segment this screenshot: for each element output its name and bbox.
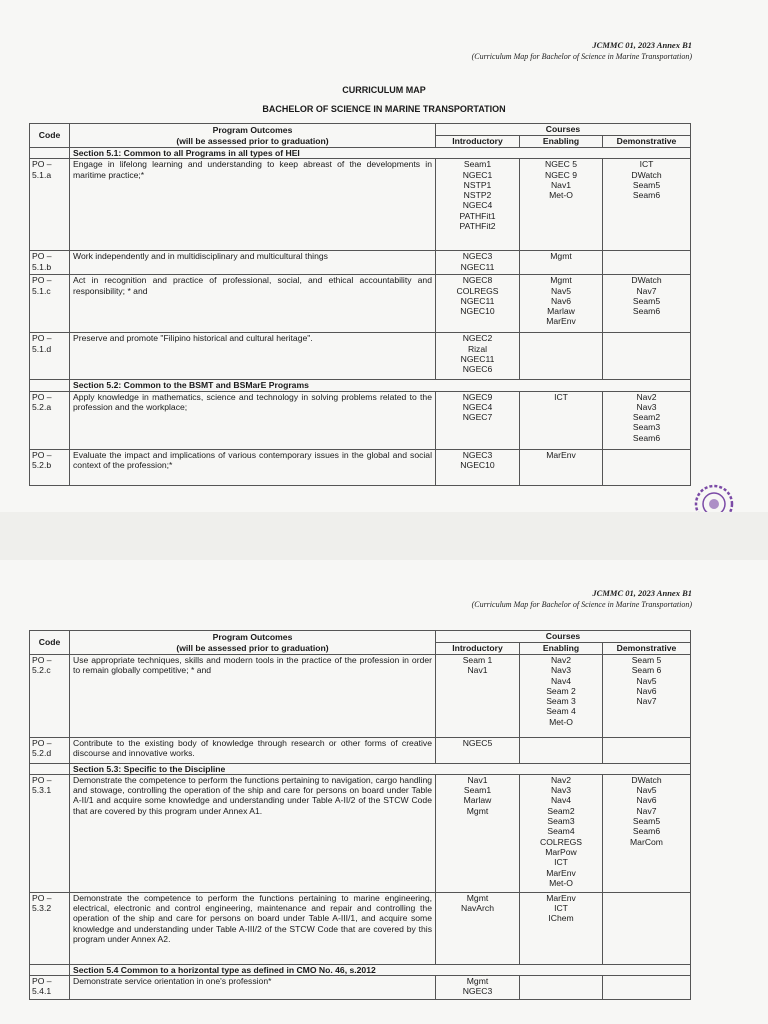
table-row [30, 251, 691, 275]
table-row [30, 449, 691, 485]
outcome-code: PO – 5.1.b [30, 251, 70, 275]
course-code: DWatch [631, 275, 662, 286]
course-code: NGEC11 [460, 353, 495, 364]
introductory-header: Introductory [436, 643, 520, 655]
course-code: NGEC7 [462, 412, 493, 423]
section-title: Section 5.1: Common to all Programs in all types of HEI [70, 148, 691, 159]
course-code: NGEC 5 [545, 159, 577, 170]
page-header [472, 588, 692, 610]
enabling-courses [520, 333, 603, 380]
course-code: NGEC6 [462, 364, 493, 375]
outcome-description: Engage in lifelong learning and understanding to keep abreast of the developments in maritime practice;* [70, 159, 436, 251]
outcome-description: Evaluate the impact and implications of various contemporary issues in the global and social context of the profession;* [70, 449, 436, 485]
course-code: Nav1 [467, 665, 488, 676]
course-code: NGEC3 [462, 986, 493, 997]
curriculum-map-table-2 [29, 630, 691, 1000]
outcome-code: PO – 5.2.c [30, 655, 70, 738]
course-code: NGEC3 [462, 251, 493, 262]
course-code: NGEC3 [462, 449, 493, 460]
enabling-courses [520, 391, 603, 449]
code-header: Code [30, 124, 70, 148]
course-code: Seam4 [547, 826, 575, 837]
course-code: PATHFit2 [459, 221, 496, 232]
course-code: Seam5 [632, 179, 661, 190]
enabling-header: Enabling [520, 136, 603, 148]
demonstrative-header: Demonstrative [603, 136, 691, 148]
section-row [30, 148, 691, 159]
course-code: MarEnv [546, 892, 576, 903]
outcome-description: Use appropriate techniques, skills and modern tools in the practice of the profession in order to remain globally competitive; * and [70, 655, 436, 738]
outcome-code: PO – 5.4.1 [30, 976, 70, 1000]
course-code: Mgmt [466, 976, 489, 987]
course-code: NGEC9 [462, 391, 493, 402]
demonstrative-courses [603, 333, 691, 380]
code-header: Code [30, 631, 70, 655]
course-code: Seam1 [463, 159, 492, 170]
course-code: ICT [554, 857, 568, 868]
document-title: CURRICULUM MAP [342, 85, 426, 95]
course-code: NSTP2 [463, 190, 492, 201]
outcome-code: PO – 5.2.d [30, 738, 70, 764]
introductory-courses [436, 655, 520, 738]
demonstrative-courses [603, 976, 691, 1000]
table-row [30, 391, 691, 449]
course-code: Seam6 [632, 306, 661, 317]
course-code: Seam2 [632, 412, 661, 423]
table-row [30, 159, 691, 251]
course-code: Marlaw [463, 795, 492, 806]
introductory-courses [436, 251, 520, 275]
course-code: PATHFit1 [459, 210, 496, 221]
table-row [30, 738, 691, 764]
course-code: NGEC10 [460, 459, 495, 470]
course-code: Seam6 [632, 190, 661, 201]
course-code: IChem [548, 913, 574, 924]
demonstrative-courses [603, 275, 691, 333]
demonstrative-courses [603, 655, 691, 738]
document-page-2 [0, 560, 768, 1024]
course-code: NGEC5 [462, 738, 493, 748]
course-code: Seam5 [632, 295, 661, 306]
introductory-courses [436, 976, 520, 1000]
course-code: NGEC 9 [545, 169, 577, 180]
outcomes-header-line2: (will be assessed prior to graduation) [176, 135, 329, 146]
courses-header: Courses [436, 631, 691, 643]
outcome-description: Demonstrate the competence to perform the functions pertaining to marine engineering, electrical, electronic and control engineering, maintenance and repair and controlling the operation of the ship and care for persons on board under Table A-III/1, and acquire some knowledge and understanding under Table A-III/2 of the STCW Code that are covered by this program under Annex A2. [70, 892, 436, 964]
page-header [472, 40, 692, 62]
courses-header: Courses [436, 124, 691, 136]
course-code: Seam 2 [546, 685, 576, 696]
outcomes-header-line2: (will be assessed prior to graduation) [176, 642, 329, 653]
outcome-code: PO – 5.2.b [30, 449, 70, 485]
course-code: Nav5 [636, 675, 657, 686]
introductory-courses [436, 774, 520, 892]
enabling-courses [520, 892, 603, 964]
course-code: COLREGS [456, 285, 499, 296]
course-code: Mgmt [466, 805, 489, 816]
outcomes-header [70, 631, 436, 655]
course-code: Seam 4 [546, 706, 576, 717]
enabling-courses [520, 655, 603, 738]
outcome-code: PO – 5.1.a [30, 159, 70, 251]
table-body-1 [30, 148, 691, 486]
demonstrative-courses [603, 774, 691, 892]
enabling-header: Enabling [520, 643, 603, 655]
course-code: Nav1 [467, 774, 488, 785]
course-code: Seam 5 [631, 655, 662, 665]
enabling-courses [520, 159, 603, 251]
course-code: NGEC11 [460, 295, 495, 306]
outcome-description: Demonstrate service orientation in one's profession* [70, 976, 436, 1000]
enabling-courses [520, 449, 603, 485]
outcomes-header-line1: Program Outcomes [212, 125, 293, 136]
outcome-description: Act in recognition and practice of professional, social, and ethical accountability and responsibility; * and [70, 275, 436, 333]
course-code: Seam2 [547, 805, 575, 816]
outcome-code: PO – 5.1.d [30, 333, 70, 380]
course-code: MarCom [630, 836, 663, 847]
course-code: Nav6 [636, 795, 657, 806]
outcome-description: Demonstrate the competence to perform the functions pertaining to navigation, cargo handling and stowage, controlling the operation of the ship and care for persons on board under Table A-II/1 and acquire some knowledge and understanding under Table A-II/2 of the STCW Code that are covered by this program under Annex A1. [70, 774, 436, 892]
introductory-courses [436, 333, 520, 380]
demonstrative-courses [603, 449, 691, 485]
outcome-description: Work independently and in multidisciplinary and multicultural things [70, 251, 436, 275]
outcomes-header-line1: Program Outcomes [212, 632, 293, 643]
course-code: Nav7 [636, 696, 657, 707]
course-code: Nav5 [636, 785, 657, 796]
course-code: Nav5 [550, 285, 572, 296]
course-code: NGEC11 [460, 261, 495, 272]
course-code: Mgmt [466, 892, 489, 903]
table-row [30, 892, 691, 964]
course-code: Nav7 [636, 285, 657, 296]
demonstrative-header: Demonstrative [603, 643, 691, 655]
outcome-description: Preserve and promote "Filipino historical and cultural heritage". [70, 333, 436, 380]
course-code: ICT [639, 159, 654, 170]
section-row [30, 380, 691, 391]
demonstrative-courses [603, 738, 691, 764]
course-code: MarPow [545, 846, 577, 857]
course-code: Nav6 [636, 685, 657, 696]
course-code: Seam5 [632, 816, 661, 827]
enabling-courses [520, 251, 603, 275]
table-row [30, 275, 691, 333]
course-code: NGEC4 [462, 401, 493, 412]
course-code: Mgmt [550, 275, 572, 286]
introductory-courses [436, 275, 520, 333]
introductory-courses [436, 738, 520, 764]
demonstrative-courses [603, 892, 691, 964]
course-code: Nav2 [550, 774, 572, 785]
enabling-courses [520, 738, 603, 764]
introductory-header: Introductory [436, 136, 520, 148]
section-title: Section 5.2: Common to the BSMT and BSMarE Programs [70, 380, 691, 391]
course-code: Met-O [549, 877, 573, 888]
outcome-code: PO – 5.3.2 [30, 892, 70, 964]
course-code: NGEC4 [462, 200, 493, 211]
course-code: Nav3 [636, 401, 657, 412]
outcome-description: Apply knowledge in mathematics, science and technology in solving problems related to the profession and the workplace; [70, 391, 436, 449]
outcome-code: PO – 5.3.1 [30, 774, 70, 892]
course-code: Nav4 [550, 795, 572, 806]
course-code: Seam3 [632, 422, 661, 433]
course-code: Seam3 [547, 816, 575, 827]
table-row [30, 774, 691, 892]
course-code: Met-O [549, 190, 573, 201]
table-row [30, 333, 691, 380]
course-code: DWatch [631, 774, 662, 785]
course-code: NGEC8 [462, 275, 493, 286]
curriculum-map-table-1 [29, 123, 691, 486]
course-code: Nav6 [550, 295, 572, 306]
course-code: NGEC2 [462, 333, 493, 344]
table-body-2 [30, 655, 691, 1000]
section-row [30, 964, 691, 975]
demonstrative-courses [603, 251, 691, 275]
course-code: Seam6 [632, 432, 661, 443]
course-code: Nav1 [550, 179, 572, 190]
course-code: Nav7 [636, 805, 657, 816]
demonstrative-courses [603, 159, 691, 251]
course-code: Seam 1 [462, 655, 493, 665]
course-code: DWatch [631, 169, 662, 180]
course-code: ICT [554, 391, 568, 402]
course-code: Nav2 [550, 655, 572, 665]
enabling-courses [520, 976, 603, 1000]
outcome-description: Contribute to the existing body of knowledge through research or other forms of creative discourse and innovative works. [70, 738, 436, 764]
course-code: MarEnv [546, 449, 576, 460]
section-title: Section 5.3: Specific to the Discipline [70, 763, 691, 774]
course-code: Met-O [549, 716, 573, 727]
course-code: Mgmt [550, 251, 572, 262]
course-code: NGEC10 [460, 306, 495, 317]
course-code: Seam 6 [631, 665, 662, 676]
enabling-courses [520, 774, 603, 892]
introductory-courses [436, 892, 520, 964]
course-code: Nav2 [636, 391, 657, 402]
course-code: NGEC1 [462, 169, 493, 180]
course-code: COLREGS [539, 836, 583, 847]
course-code: Nav3 [550, 665, 572, 676]
course-code: Nav3 [550, 785, 572, 796]
demonstrative-courses [603, 391, 691, 449]
course-code: Marlaw [547, 306, 575, 317]
course-code: Nav4 [550, 675, 572, 686]
course-code: Seam6 [632, 826, 661, 837]
introductory-courses [436, 391, 520, 449]
annex-reference: JCMMC 01, 2023 Annex B1 [592, 588, 692, 598]
table-row [30, 655, 691, 738]
annex-subtitle: (Curriculum Map for Bachelor of Science in Marine Transportation) [471, 600, 692, 609]
introductory-courses [436, 159, 520, 251]
course-code: Seam 3 [546, 696, 576, 707]
course-code: NSTP1 [463, 179, 492, 190]
course-code: MarEnv [546, 316, 576, 327]
outcome-code: PO – 5.2.a [30, 391, 70, 449]
annex-subtitle: (Curriculum Map for Bachelor of Science in Marine Transportation) [471, 52, 692, 61]
course-code: Seam1 [463, 785, 492, 796]
annex-reference: JCMMC 01, 2023 Annex B1 [592, 40, 692, 50]
page-gap [0, 512, 768, 560]
course-code: ICT [554, 903, 568, 914]
course-code: NavArch [461, 903, 494, 914]
course-code: MarEnv [546, 867, 576, 878]
outcome-code: PO – 5.1.c [30, 275, 70, 333]
course-code: Rizal [467, 343, 488, 354]
outcomes-header [70, 124, 436, 148]
section-title: Section 5.4 Common to a horizontal type as defined in CMO No. 46, s.2012 [70, 964, 691, 975]
enabling-courses [520, 275, 603, 333]
section-row [30, 763, 691, 774]
introductory-courses [436, 449, 520, 485]
program-title: BACHELOR OF SCIENCE IN MARINE TRANSPORTATION [262, 104, 506, 114]
table-row [30, 976, 691, 1000]
